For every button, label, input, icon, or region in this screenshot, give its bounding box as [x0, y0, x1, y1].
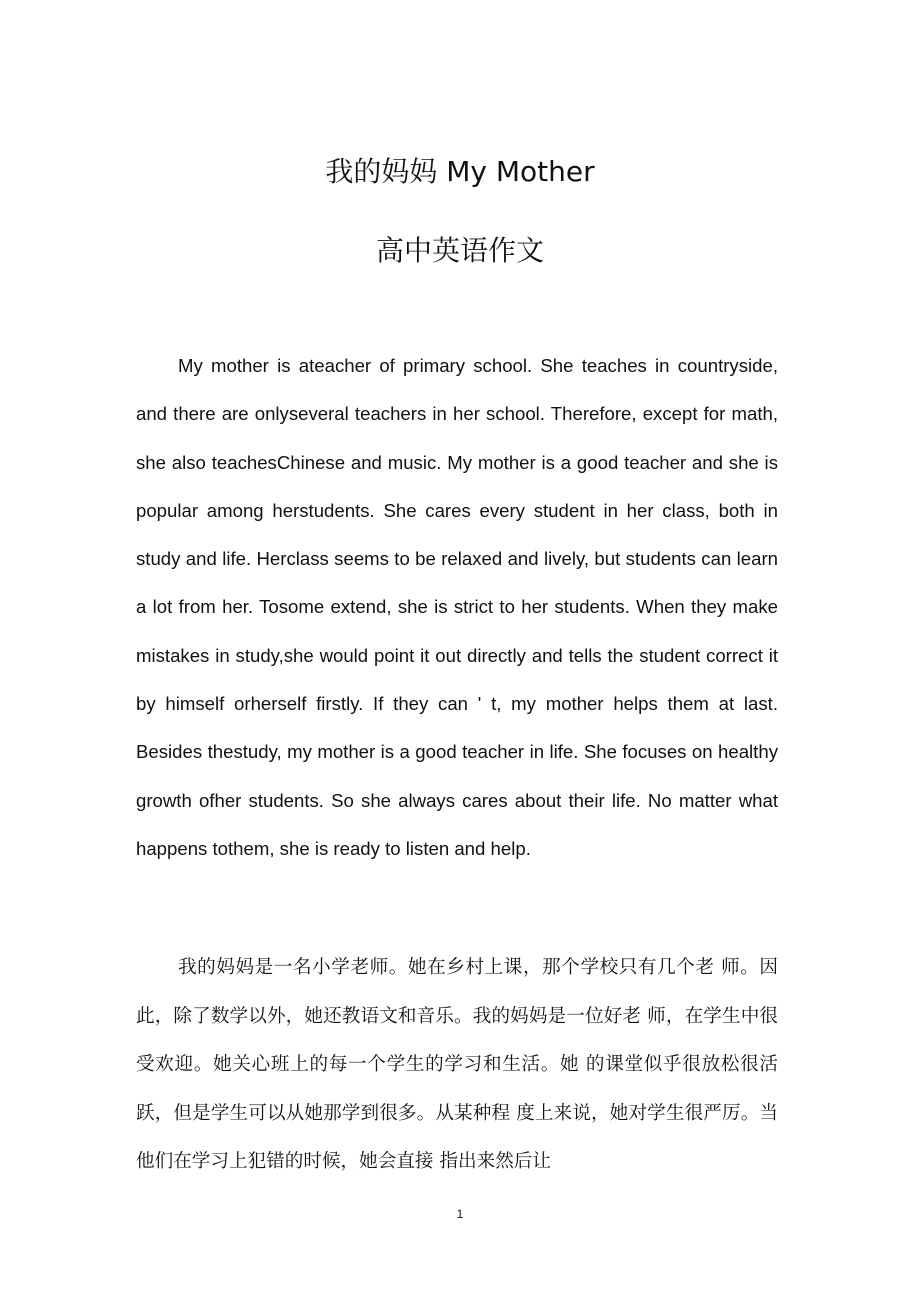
- chinese-paragraph: 我的妈妈是一名小学老师。她在乡村上课，那个学校只有几个老 师。因此，除了数学以外，她还教语文和音乐。我的妈妈是一位好老 师，在学生中很受欢迎。她关心班上的每一个学生的学习和生活。她 的课堂似乎很放松很活跃，但是学生可以从她那学到很多。从某种程 度上来说，她对学生很严厉。当他们在学习上犯错的时候，她会直接 指出来然后让: [136, 957, 778, 1173]
- document-title: 我的妈妈 My Mother: [325, 155, 595, 188]
- english-paragraph: My mother is ateacher of primary school. She teaches in countryside, and there are onlyseveral teachers in her school. Therefore, except for math, she also teachesChinese and music. My mother is a good teacher and she is popular among herstudents. She cares every student in her class, both in study and life. Herclass seems to be relaxed and lively, but students can learn a lot from her. Tosome extend, she is strict to her students. When they make mistakes in study,she would point it out directly and tells the student correct it by himself orherself firstly. If they can ' t, my mother helps them at last. Besides thestudy, my mother is a good teacher in life. She focuses on healthy growth ofher students. So she always cares about their life. No matter what happens tothem, she is ready to listen and help.: [136, 355, 778, 859]
- document-subtitle: 高中英语作文: [375, 234, 544, 267]
- page-number: 1: [456, 1207, 464, 1221]
